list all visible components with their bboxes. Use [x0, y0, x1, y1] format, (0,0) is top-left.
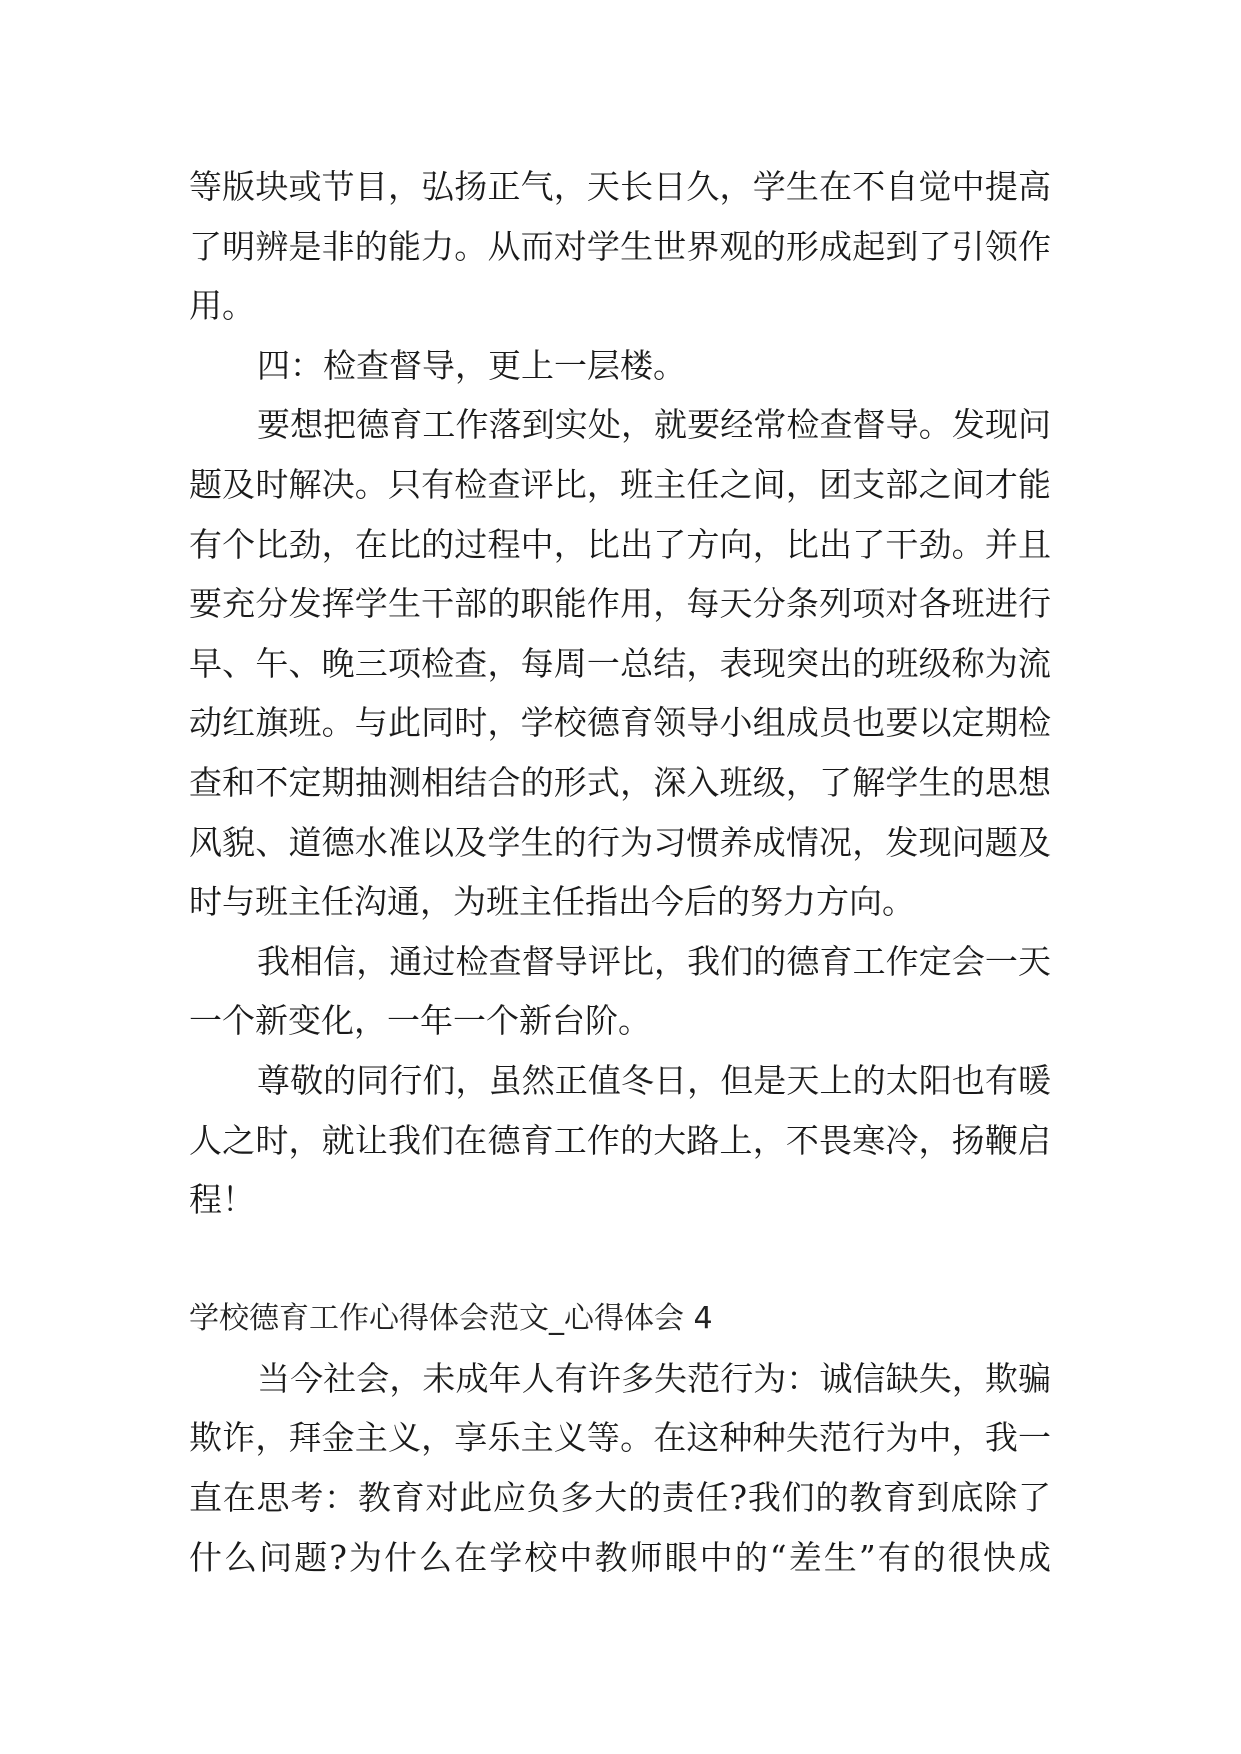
text-line: 用。	[189, 286, 255, 326]
text-line: 了明辨是非的能力。从而对学生世界观的形成起到了引领作	[189, 226, 1051, 266]
text-line: 等版块或节目，弘扬正气，天长日久，学生在不自觉中提高	[189, 167, 1051, 206]
text-line: 早、午、晚三项检查，每周一总结，表现突出的班级称为流	[189, 643, 1051, 683]
text-line: 一个新变化，一年一个新台阶。	[189, 1001, 651, 1041]
text-line: 直在思考：教育对此应负多大的责任?我们的教育到底除了	[189, 1478, 1051, 1518]
text-line: 要充分发挥学生干部的职能作用，每天分条列项对各班进行	[189, 584, 1051, 624]
text-line: 要想把德育工作落到实处，就要经常检查督导。发现问	[257, 405, 1051, 445]
paragraph	[189, 157, 1051, 336]
text-line: 时与班主任沟通，为班主任指出今后的努力方向。	[189, 882, 915, 922]
text-line: 当今社会，未成年人有许多失范行为：诚信缺失，欺骗	[257, 1358, 1051, 1398]
text-line: 动红旗班。与此同时，学校德育领导小组成员也要以定期检	[189, 703, 1051, 743]
text-line: 四：检查督导，更上一层楼。	[257, 345, 686, 385]
text-line: 什么问题?为什么在学校中教师眼中的“差生”有的很快成	[189, 1537, 1051, 1577]
section-subheading	[189, 336, 1051, 396]
text-line: 欺诈，拜金主义，享乐主义等。在这种种失范行为中，我一	[189, 1418, 1051, 1458]
text-line: 查和不定期抽测相结合的形式，深入班级，了解学生的思想	[189, 762, 1051, 802]
section-title: 学校德育工作心得体会范文_心得体会 4	[189, 1301, 713, 1337]
paragraph	[189, 395, 1051, 931]
document-body	[189, 157, 1051, 1587]
text-line: 题及时解决。只有检查评比，班主任之间，团支部之间才能	[189, 464, 1051, 504]
section-spacer	[189, 1230, 1051, 1290]
paragraph	[189, 1051, 1051, 1230]
text-line: 人之时，就让我们在德育工作的大路上，不畏寒冷，扬鞭启	[189, 1120, 1051, 1160]
paragraph	[189, 932, 1051, 1051]
text-line: 我相信，通过检查督导评比，我们的德育工作定会一天	[257, 941, 1051, 981]
text-line: 尊敬的同行们，虽然正值冬日，但是天上的太阳也有暖	[257, 1060, 1051, 1100]
paragraph	[189, 1349, 1051, 1587]
text-line: 程！	[189, 1180, 255, 1220]
text-line: 风貌、道德水准以及学生的行为习惯养成情况，发现问题及	[189, 822, 1051, 862]
text-line: 有个比劲，在比的过程中，比出了方向，比出了干劲。并且	[189, 524, 1051, 564]
